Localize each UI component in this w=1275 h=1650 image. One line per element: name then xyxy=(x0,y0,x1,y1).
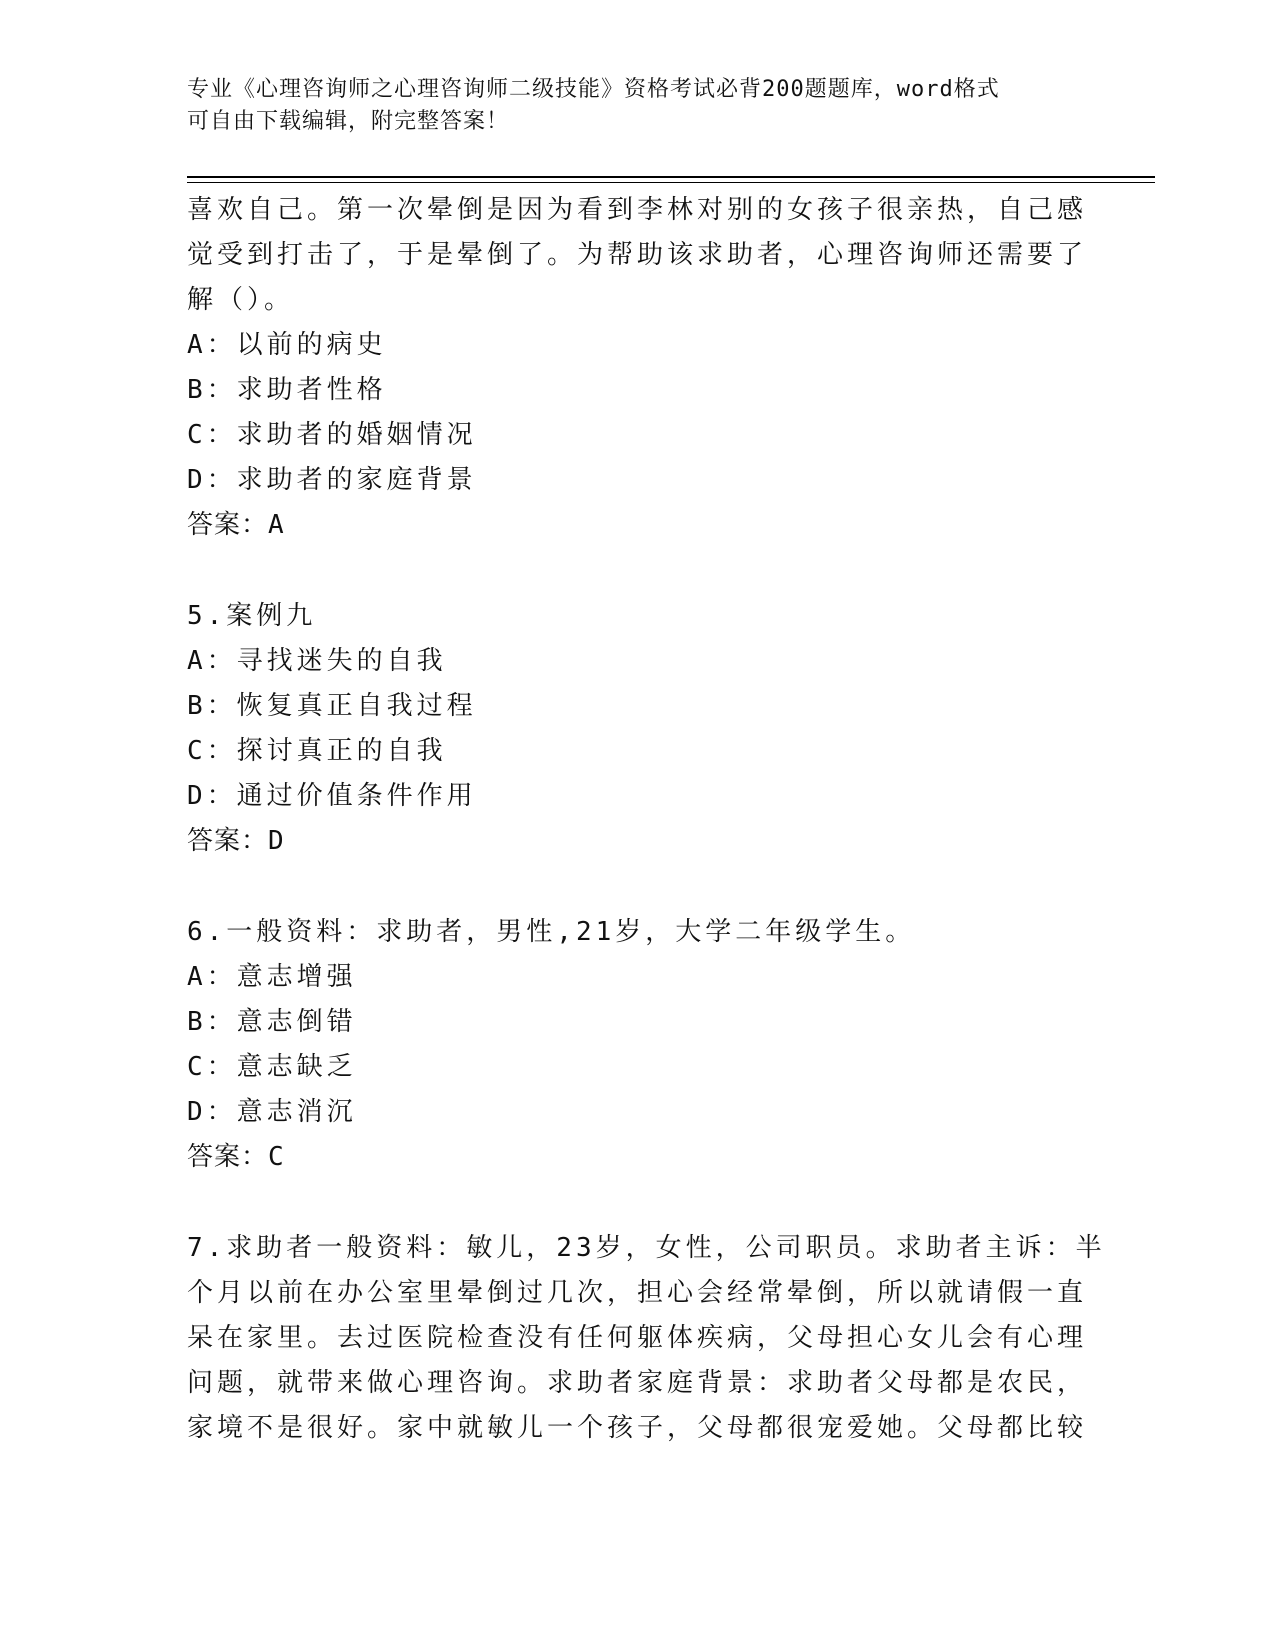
question-spacer xyxy=(187,864,1087,910)
option-a: A：以前的病史 xyxy=(187,330,387,360)
header-title-line-2: 可自由下载编辑，附完整答案！ xyxy=(187,109,510,134)
option-a: A：寻找迷失的自我 xyxy=(187,646,447,676)
question-stem-line: 觉受到打击了，于是晕倒了。为帮助该求助者，心理咨询师还需要了 xyxy=(187,240,1088,270)
question-spacer xyxy=(187,548,1087,594)
option-b: B：恢复真正自我过程 xyxy=(187,691,477,721)
option-d: D：通过价值条件作用 xyxy=(187,781,477,811)
question-stem-line: 喜欢自己。第一次晕倒是因为看到李林对别的女孩子很亲热，自己感 xyxy=(187,195,1088,225)
option-c: C：意志缺乏 xyxy=(187,1052,357,1082)
question-6 xyxy=(187,910,1087,1180)
option-b: B：意志倒错 xyxy=(187,1007,357,1037)
option-d: D：求助者的家庭背景 xyxy=(187,465,477,495)
header-divider-thick xyxy=(187,176,1155,178)
question-4 xyxy=(187,188,1087,548)
question-7 xyxy=(187,1226,1106,1451)
answer-line: 答案：A xyxy=(187,510,285,540)
answer-line: 答案：C xyxy=(187,1142,285,1172)
question-stem-line: 7.求助者一般资料：敏儿，23岁，女性，公司职员。求助者主诉：半 xyxy=(187,1233,1106,1263)
question-stem-line: 家境不是很好。家中就敏儿一个孩子，父母都很宠爱她。父母都比较 xyxy=(187,1413,1088,1443)
question-stem-line: 呆在家里。去过医院检查没有任何躯体疾病，父母担心女儿会有心理 xyxy=(187,1323,1088,1353)
question-stem-line: 个月以前在办公室里晕倒过几次，担心会经常晕倒，所以就请假一直 xyxy=(187,1278,1088,1308)
question-content xyxy=(187,188,1106,1451)
option-a: A：意志增强 xyxy=(187,962,357,992)
question-stem-line: 6.一般资料：求助者，男性,21岁，大学二年级学生。 xyxy=(187,917,916,947)
document-header xyxy=(187,74,1067,138)
question-spacer xyxy=(187,1180,1087,1226)
question-5 xyxy=(187,594,1087,864)
question-stem-line: 解（）。 xyxy=(187,285,295,315)
option-d: D：意志消沉 xyxy=(187,1097,357,1127)
option-b: B：求助者性格 xyxy=(187,375,387,405)
header-divider-thin xyxy=(187,182,1155,183)
answer-line: 答案：D xyxy=(187,826,285,856)
option-c: C：求助者的婚姻情况 xyxy=(187,420,477,450)
question-stem-line: 5.案例九 xyxy=(187,601,317,631)
header-title-line-1: 专业《心理咨询师之心理咨询师二级技能》资格考试必背200题题库，word格式 xyxy=(187,77,1000,102)
option-c: C：探讨真正的自我 xyxy=(187,736,447,766)
question-stem-line: 问题，就带来做心理咨询。求助者家庭背景：求助者父母都是农民， xyxy=(187,1368,1088,1398)
